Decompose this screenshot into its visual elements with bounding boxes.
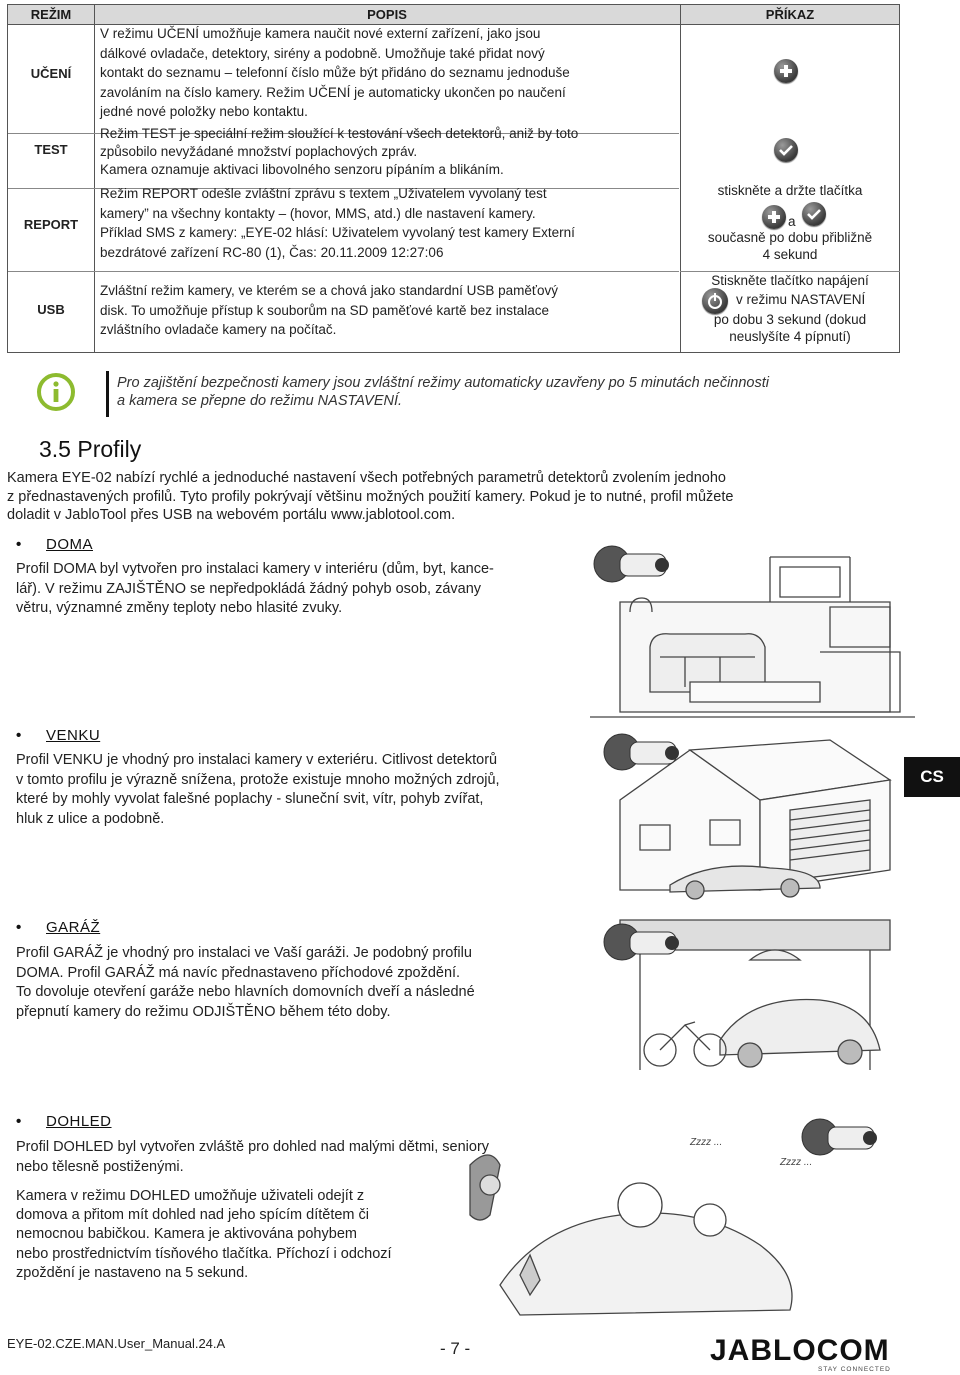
profile-text-doma: Profil DOMA byl vytvořen pro instalaci kamery v interiéru (dům, byt, kance- lář). V režimu ZAJIŠTĚNO se nepředpokládá žádný pohyb osob, závany větru, významné změny teploty nebo hlasité zvuky. xyxy=(16,561,494,616)
info-icon xyxy=(36,372,76,412)
cmd-report: stiskněte a držte tlačítka a současně po dobu přibližně 4 sekund xyxy=(707,183,873,262)
check-button-icon xyxy=(774,138,798,162)
plus-button-icon xyxy=(774,59,798,83)
profile-heading-venku: • VENKU xyxy=(16,727,101,744)
header-command: PŘÍKAZ xyxy=(765,7,815,22)
power-button-icon xyxy=(702,288,728,314)
page-number: - 7 - xyxy=(440,1339,471,1358)
svg-text:STAY CONNECTED: STAY CONNECTED xyxy=(818,1366,891,1372)
garage-illustration xyxy=(600,910,900,1090)
zzz-label-2: Zzzz ... xyxy=(780,1157,813,1168)
info-note: Pro zajištění bezpečnosti kamery jsou zvláštní režimy automaticky uzavřeny po 5 minutách nečinnosti a kamera se přepne do režimu NASTAVENÍ. xyxy=(117,375,769,409)
header-mode: REŽIM xyxy=(30,7,72,22)
zzz-label-1: Zzzz ... xyxy=(690,1137,723,1148)
language-tab: CS xyxy=(904,757,960,797)
cmd-usb: Stiskněte tlačítko napájení v režimu NASTAVENÍ po dobu 3 sekund (dokud neuslyšíte 4 pípnutí) xyxy=(680,272,900,345)
desc-report: Režim REPORT odešle zvláštní zprávu s textem „Uživatelem vyvolaný test kamery” na všechny kontakty – (hovor, MMS, atd.) dle nastavení kamery. Příklad SMS z kamery: „EYE-02 hlásí: Uživatelem vyvolaný test kamery Externí bezdrátové zařízení RC-80 (1), Čas: 20.11.2009 12:27:06 xyxy=(100,186,575,260)
jablocom-logo xyxy=(710,1330,900,1372)
profile-heading-doma: • DOMA xyxy=(16,536,93,553)
and-label: a xyxy=(788,214,796,229)
living-room-illustration xyxy=(590,532,915,722)
header-description: POPIS xyxy=(367,7,407,22)
section-title: 3.5 Profily xyxy=(39,436,142,462)
row-divider xyxy=(8,271,679,272)
mode-report: REPORT xyxy=(23,217,79,232)
check-button-icon xyxy=(802,199,826,229)
sleeping-child-illustration xyxy=(460,1105,900,1320)
mode-table xyxy=(7,4,900,353)
profile-text-dohled-2: Kamera v režimu DOHLED umožňuje uživateli odejít z domova a přitom mít dohled nad jeho spícím dítětem či nemocnou babičkou. Kamera je aktivována pohybem nebo prostřednictvím tísňového tlačítka. Příchozí i odchozí zpoždění je nastaveno na 5 sekund. xyxy=(16,1188,392,1281)
desc-usb: Zvláštní režim kamery, ve kterém se a chová jako standardní USB paměťový disk. To umožňuje přístup k souborům na SD paměťové kartě bez instalace zvláštního ovladače kamery na počítač. xyxy=(100,283,558,337)
document-id: EYE-02.CZE.MAN.User_Manual.24.A xyxy=(7,1336,226,1351)
profile-heading-garaz: • GARÁŽ xyxy=(16,919,101,936)
profile-text-venku: Profil VENKU je vhodný pro instalaci kamery v exteriéru. Citlivost detektorů v tomto profilu je výrazně snížena, protože existuje mnoho možných zdrojů, které by mohly vyvolat falešné poplachy - sluneční svit, vítr, pohyb zvířat, hluk z ulice a podobně. xyxy=(16,752,500,827)
mode-usb: USB xyxy=(37,302,65,317)
profile-text-dohled: Profil DOHLED byl vytvořen zvláště pro dohled nad malými dětmi, seniory nebo tělesně postiženými. xyxy=(16,1139,490,1175)
info-divider xyxy=(106,371,109,417)
table-header xyxy=(8,5,899,25)
mode-test: TEST xyxy=(34,142,68,157)
desc-test: Režim TEST je speciální režim sloužící k testování všech detektorů, aniž by toto způsobilo nevyžádané množství poplachových zpráv. Kamera oznamuje aktivaci libovolného senzoru pípáním a blikáním. xyxy=(100,126,579,177)
svg-text:JABLOCOM: JABLOCOM xyxy=(710,1334,890,1367)
plus-button-icon xyxy=(762,202,786,232)
profile-text-garaz: Profil GARÁŽ je vhodný pro instalaci ve Vaší garáži. Je podobný profilu DOMA. Profil GARÁŽ má navíc přednastaveno příchodové zpoždění. To dovoluje otevření garáže nebo hlavních domovních dveří a následné přepnutí kamery do režimu ODJIŠTĚNO během této doby. xyxy=(16,945,475,1020)
mode-uceni: UČENÍ xyxy=(30,66,72,81)
desc-uceni: V režimu UČENÍ umožňuje kamera naučit nové externí zařízení, jako jsou dálkové ovladače, detektory, sirény a podobně. Umožňuje také přidat nový kontakt do seznamu – telefonní číslo může být přidáno do seznamu jednoduše zavoláním na číslo kamery. Režim UČENÍ je automaticky ukončen po naučení jedné nové položky nebo kontaktu. xyxy=(100,26,570,119)
house-exterior-illustration xyxy=(600,720,900,900)
intro-paragraph: Kamera EYE-02 nabízí rychlé a jednoduché nastavení všech potřebných parametrů detektorů zvolením jednoho z přednastavených profilů. Tyto profily pokrývají většinu možných použití kamery. Pokud je to nutné, profil můžete doladit v JabloTool přes USB na webovém portálu www.jablotool.com. xyxy=(7,470,734,523)
profile-heading-dohled: • DOHLED xyxy=(16,1113,112,1130)
